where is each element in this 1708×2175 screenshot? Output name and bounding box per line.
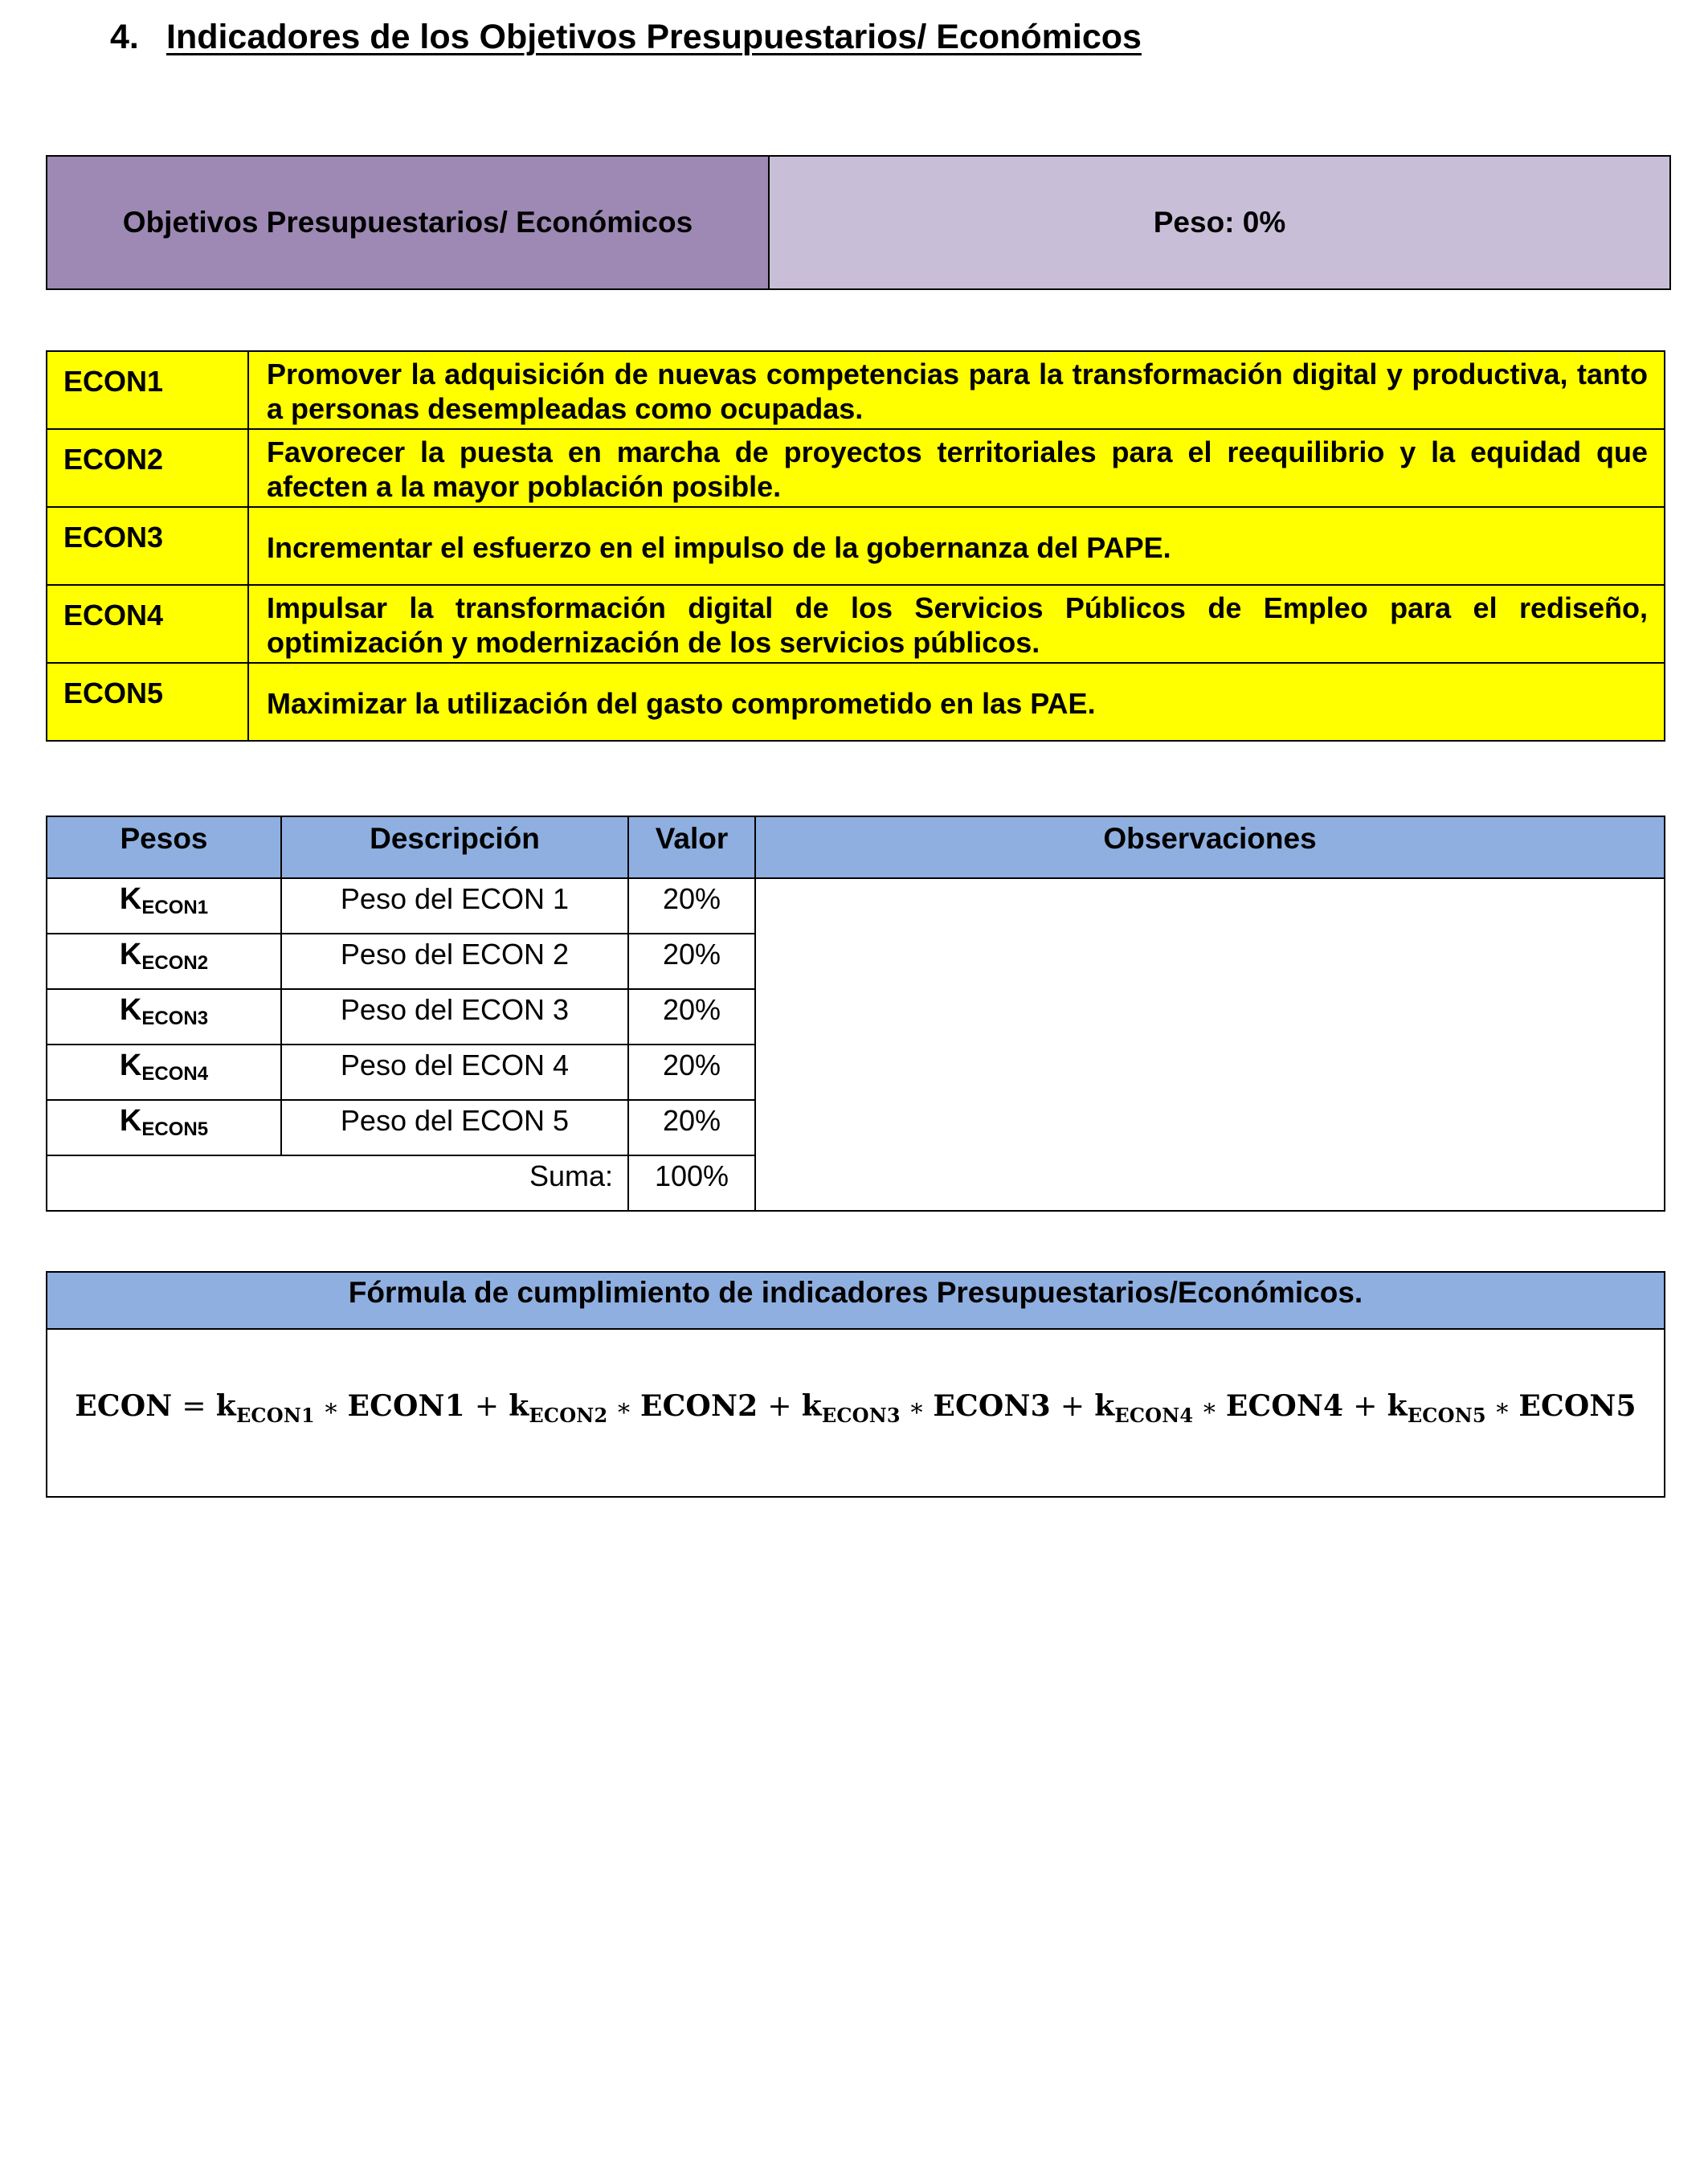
weight-description: Peso del ECON 1: [281, 878, 628, 934]
weights-table: [46, 816, 1665, 1212]
objective-code: ECON5: [47, 663, 248, 741]
weight-value: 20%: [628, 1045, 755, 1100]
objective-description: Favorecer la puesta en marcha de proyectos territoriales para el reequilibrio y la equidad que afecten a la mayor población posible.: [248, 429, 1665, 507]
column-header-valor: Valor: [628, 816, 755, 878]
column-header-observaciones: Observaciones: [755, 816, 1665, 878]
objectives-table: [46, 350, 1665, 742]
formula-table: [46, 1271, 1665, 1498]
weight-cell: Peso: 0%: [769, 156, 1670, 289]
weight-description: Peso del ECON 2: [281, 934, 628, 989]
weight-value: 20%: [628, 1100, 755, 1155]
objective-description: Promover la adquisición de nuevas competencias para la transformación digital y productiva, tanto a personas desempleadas como ocupadas.: [248, 351, 1665, 429]
objectives-label-cell: Objetivos Presupuestarios/ Económicos: [47, 156, 769, 289]
objective-row: [47, 585, 1665, 663]
column-header-descripcion: Descripción: [281, 816, 628, 878]
weight-value: 20%: [628, 934, 755, 989]
weight-description: Peso del ECON 5: [281, 1100, 628, 1155]
section-heading: [110, 18, 1142, 57]
section-title: Indicadores de los Objetivos Presupuestarios/ Económicos: [166, 18, 1142, 56]
objectives-header-table: [46, 155, 1671, 290]
objective-description: Incrementar el esfuerzo en el impulso de la gobernanza del PAPE.: [248, 507, 1665, 585]
weight-value: 20%: [628, 878, 755, 934]
weight-symbol: $K_{ECON2}$: [47, 934, 281, 989]
weight-symbol: $K_{ECON4}$: [47, 1045, 281, 1100]
table-row: [47, 878, 1665, 934]
objective-code: ECON4: [47, 585, 248, 663]
sum-label: Suma:: [47, 1155, 628, 1211]
formula-expression: ECON = $k_{ECON1}$ ∗ ECON1 + $k_{ECON2}$ ∗ ECON2 + $k_{ECON3}$ ∗ ECON3 + $k_{ECON4}$ ∗ ECON4 + $k_{ECON5}$ ∗ ECON5: [75, 1389, 1636, 1427]
weight-description: Peso del ECON 4: [281, 1045, 628, 1100]
objective-description: Impulsar la transformación digital de los Servicios Públicos de Empleo para el rediseño, optimización y modernización de los servicios públicos.: [248, 585, 1665, 663]
sum-value: 100%: [628, 1155, 755, 1211]
weight-symbol: $K_{ECON3}$: [47, 989, 281, 1045]
formula-cell: [47, 1329, 1665, 1497]
observations-cell: [755, 878, 1665, 1211]
section-number: 4.: [110, 18, 139, 56]
weight-symbol: $K_{ECON5}$: [47, 1100, 281, 1155]
column-header-pesos: Pesos: [47, 816, 281, 878]
objective-row: [47, 351, 1665, 429]
objective-description: Maximizar la utilización del gasto comprometido en las PAE.: [248, 663, 1665, 741]
weight-symbol: $K_{ECON1}$: [47, 878, 281, 934]
objective-row: [47, 429, 1665, 507]
formula-title: Fórmula de cumplimiento de indicadores Presupuestarios/Económicos.: [47, 1272, 1665, 1329]
objective-code: ECON2: [47, 429, 248, 507]
weight-value: 20%: [628, 989, 755, 1045]
objective-code: ECON1: [47, 351, 248, 429]
objective-row: [47, 663, 1665, 741]
objective-row: [47, 507, 1665, 585]
objective-code: ECON3: [47, 507, 248, 585]
weight-description: Peso del ECON 3: [281, 989, 628, 1045]
